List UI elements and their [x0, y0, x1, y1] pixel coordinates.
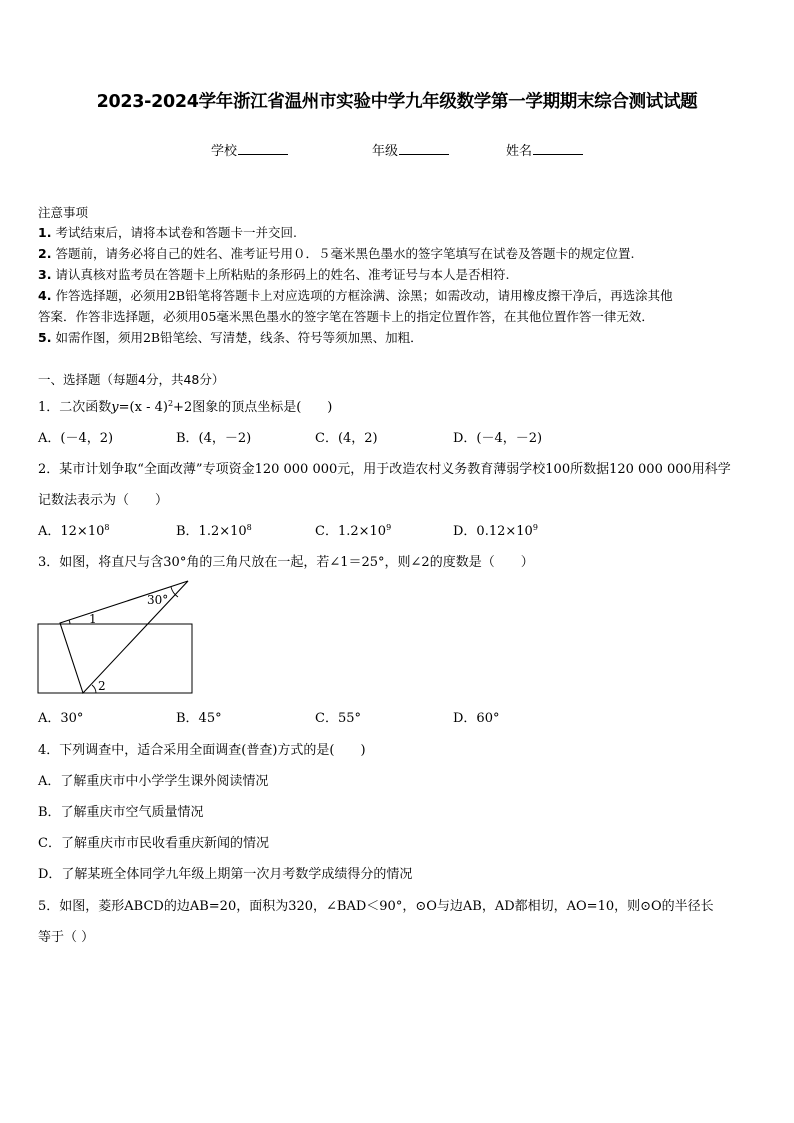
math-expr: =(x - 4): [118, 400, 168, 415]
notice-item-continued: [38, 307, 654, 325]
notice-item: [38, 244, 634, 262]
q3-option-b: B．45°: [176, 711, 222, 726]
notice-num: 3.: [38, 267, 52, 282]
option-text: B．1.2×10: [176, 524, 247, 539]
math-var: y: [111, 400, 119, 415]
name-field: [506, 140, 583, 159]
question-number: 5．: [38, 899, 60, 914]
notice-text: 答案．作答非选择题，必须用05毫米黑色墨水的签字笔在答题卡上的指定位置作答，在其他位置作答一律无效．: [38, 309, 654, 324]
notice-item: [38, 265, 509, 283]
question-2-line2: 记数法表示为（ ）: [38, 493, 169, 508]
triangle-shape: [60, 581, 188, 693]
option-text: D．0.12×10: [453, 524, 533, 539]
q1-option-c: C．(4，2): [315, 431, 378, 446]
q4-option-c: C．了解重庆市市民收看重庆新闻的情况: [38, 836, 269, 851]
question-5: [38, 895, 714, 914]
notice-item: [38, 328, 423, 346]
q3-option-d: D．60°: [453, 711, 500, 726]
question-text: 如图，将直尺与含30°角的三角尺放在一起，若∠1＝25°，则∠2的度数是（ ）: [59, 555, 534, 570]
q3-option-a: A．30°: [38, 711, 84, 726]
q1-option-d: D．(－4，－2): [453, 431, 543, 446]
notice-num: 2.: [38, 246, 52, 261]
school-field: [211, 140, 288, 159]
question-2: [38, 458, 731, 477]
question-number: 3．: [38, 555, 60, 570]
ruler-triangle-figure: [30, 575, 200, 700]
question-text: 二次函数: [59, 400, 112, 415]
notice-text: 如需作图，须用2B铅笔绘、写清楚，线条、符号等须加黑、加粗．: [55, 330, 423, 345]
name-blank: [533, 142, 583, 155]
math-exponent: 2: [167, 399, 174, 408]
q2-option-c: [315, 520, 391, 539]
q4-option-a: A．了解重庆市中小学学生课外阅读情况: [38, 774, 269, 789]
question-5-line2: 等于（ ）: [38, 930, 95, 945]
question-number: 2．: [38, 462, 60, 477]
q1-option-b: B．(4，－2): [176, 431, 252, 446]
notice-text: 作答选择题，必须用2B铅笔将答题卡上对应选项的方框涂满、涂黑；如需改动，请用橡皮擦干净后，再选涂其他: [55, 288, 673, 303]
notice-num: 5.: [38, 330, 52, 345]
option-text: C．1.2×10: [315, 524, 387, 539]
notice-heading: 注意事项: [38, 205, 89, 220]
angle-1-arc: [69, 620, 70, 624]
question-3: [38, 551, 534, 570]
option-exponent: 8: [104, 523, 110, 532]
option-exponent: 9: [532, 523, 538, 532]
angle-1-label: 1: [89, 612, 97, 626]
notice-text: 答题前，请务必将自己的姓名、准考证号用０．５毫米黑色墨水的签字笔填写在试卷及答题卡的规定位置.: [55, 246, 635, 261]
school-label: 学校: [211, 144, 238, 159]
q4-option-b: B．了解重庆市空气质量情况: [38, 805, 204, 820]
notice-num: 4.: [38, 288, 52, 303]
q1-option-a: A．(－4，2): [38, 431, 114, 446]
question-number: 4．: [38, 743, 60, 758]
q2-option-a: [38, 520, 109, 539]
q2-option-b: [176, 520, 252, 539]
notice-num: 1.: [38, 225, 52, 240]
notice-item: [38, 286, 673, 304]
option-exponent: 8: [246, 523, 252, 532]
notice-item: [38, 223, 297, 241]
question-number: 1．: [38, 400, 60, 415]
q4-option-d: D．了解某班全体同学九年级上期第一次月考数学成绩得分的情况: [38, 867, 413, 882]
angle-2-label: 2: [98, 679, 106, 693]
angle-30-label: 30°: [147, 593, 169, 607]
grade-field: [372, 140, 449, 159]
question-text: +2图象的顶点坐标是( ): [173, 400, 333, 415]
option-text: A．12×10: [38, 524, 105, 539]
question-4: [38, 739, 366, 758]
notice-text: 请认真核对监考员在答题卡上所粘贴的条形码上的姓名、准考证号与本人是否相符.: [55, 267, 510, 282]
school-blank: [238, 142, 288, 155]
question-text: 某市计划争取“全面改薄”专项资金120 000 000元，用于改造农村义务教育薄弱学校100所数据120 000 000用科学: [59, 462, 731, 477]
q3-option-c: C．55°: [315, 711, 361, 726]
question-text: 如图，菱形ABCD的边AB=20，面积为320，∠BAD＜90°，⊙O与边AB，AD都相切，AO=10，则⊙O的半径长: [59, 899, 714, 914]
section-heading: 一、选择题（每题4分，共48分）: [38, 372, 225, 387]
q2-option-d: [453, 520, 538, 539]
angle-2-arc: [92, 685, 96, 693]
option-exponent: 9: [386, 523, 392, 532]
page-title: 2023-2024学年浙江省温州市实验中学九年级数学第一学期期末综合测试试题: [96, 92, 698, 112]
grade-blank: [399, 142, 449, 155]
notice-text: 考试结束后，请将本试卷和答题卡一并交回.: [55, 225, 297, 240]
question-1: [38, 396, 332, 415]
name-label: 姓名: [506, 144, 533, 159]
grade-label: 年级: [372, 144, 399, 159]
question-text: 下列调查中，适合采用全面调查(普查)方式的是( ): [59, 743, 366, 758]
